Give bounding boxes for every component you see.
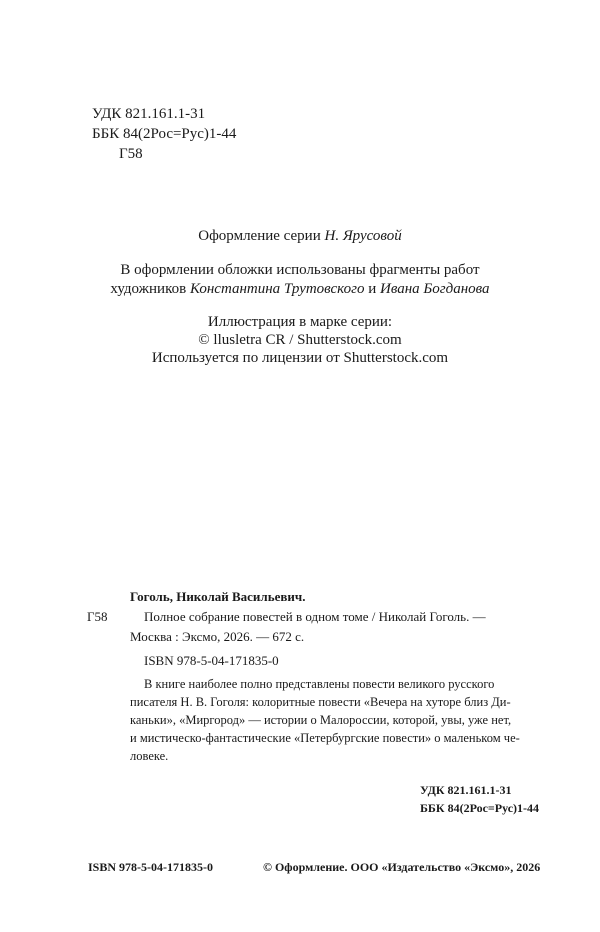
- catalog-isbn: ISBN 978-5-04-171835-0: [144, 653, 279, 668]
- catalog-author: Гоголь, Николай Васильевич.: [130, 589, 306, 604]
- series-design-credit: [0, 226, 600, 246]
- footer-isbn: ISBN 978-5-04-171835-0: [88, 860, 213, 874]
- cover-and: и: [364, 281, 380, 297]
- cover-prefix: художников: [110, 281, 190, 297]
- catalog-title-line1: Полное собрание повестей в одном томе / Николай Гоголь. —: [144, 609, 486, 624]
- annotation-line1: В книге наиболее полно представлены повести великого русского: [144, 677, 495, 691]
- series-design-prefix: Оформление серии: [198, 228, 325, 244]
- footer-copyright: © Оформление. ООО «Издательство «Эксмо», 2026: [263, 860, 541, 874]
- illustration-title: Иллюстрация в марке серии:: [207, 314, 393, 330]
- bbk-code: ББК 84(2Рос=Рус)1-44: [92, 126, 237, 142]
- series-designer-name: Н. Ярусовой: [324, 228, 402, 244]
- illustration-credit: © llusletra CR / Shutterstock.com: [198, 332, 402, 348]
- catalog-bbk: ББК 84(2Рос=Рус)1-44: [420, 801, 540, 815]
- udk-code: УДК 821.161.1-31: [92, 106, 206, 122]
- cover-credit-line1: В оформлении обложки использованы фрагменты работ: [120, 262, 480, 278]
- annotation-line4: и мистическо-фантастические «Петербургские повести» о маленьком че-: [130, 731, 520, 745]
- cover-artist-1: Константина Трутовского: [189, 281, 365, 297]
- catalog-code: Г58: [87, 609, 108, 624]
- cover-credit-line2: [0, 279, 600, 299]
- license-note: Используется по лицензии от Shutterstock.com: [151, 350, 449, 366]
- annotation-line3: каньки», «Миргород» — истории о Малороссии, которой, увы, уже нет,: [130, 713, 512, 727]
- catalog-title-line2: Москва : Эксмо, 2026. — 672 с.: [130, 629, 305, 644]
- author-mark: Г58: [119, 146, 143, 162]
- annotation-line2: писателя Н. В. Гоголя: колоритные повести «Вечера на хуторе близ Ди-: [130, 695, 511, 709]
- cover-artist-2: Ивана Богданова: [379, 281, 490, 297]
- catalog-udk: УДК 821.161.1-31: [420, 783, 512, 797]
- annotation-line5: ловеке.: [130, 749, 169, 763]
